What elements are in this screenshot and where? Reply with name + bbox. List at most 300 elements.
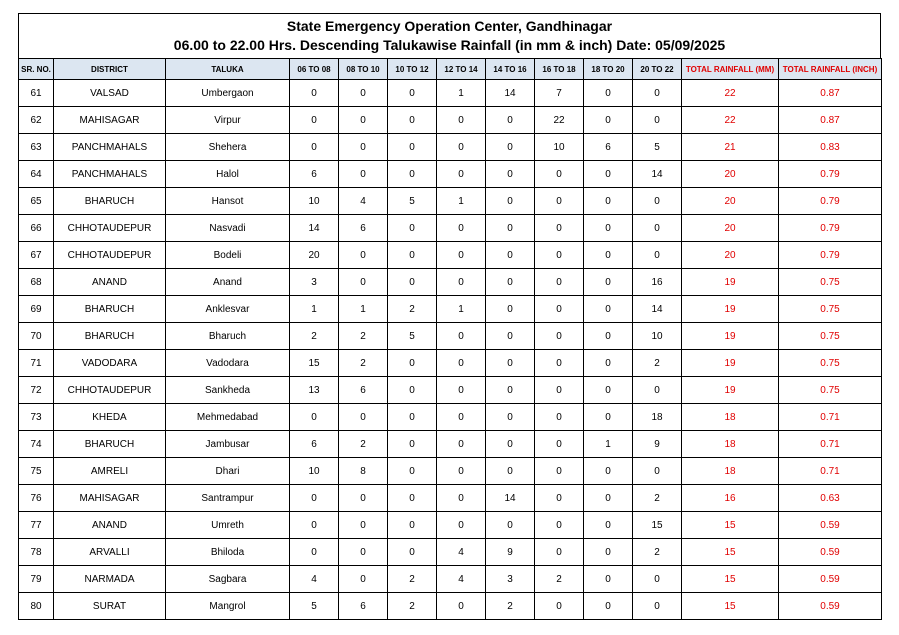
cell-total-inch: 0.75 — [779, 323, 882, 350]
header-08-to-10: 08 TO 10 — [339, 59, 388, 80]
cell-16-to-18: 0 — [535, 188, 584, 215]
cell-sr-no: 61 — [19, 80, 54, 107]
cell-sr-no: 71 — [19, 350, 54, 377]
cell-16-to-18: 10 — [535, 134, 584, 161]
cell-total-mm: 19 — [682, 269, 779, 296]
cell-taluka: Mangrol — [166, 593, 290, 620]
report-subtitle: 06.00 to 22.00 Hrs. Descending Talukawise Rainfall (in mm & inch) Date: 05/09/2025 — [173, 37, 726, 53]
cell-10-to-12: 0 — [388, 80, 437, 107]
cell-06-to-08: 10 — [290, 188, 339, 215]
cell-12-to-14: 1 — [437, 296, 486, 323]
cell-sr-no: 79 — [19, 566, 54, 593]
cell-sr-no: 74 — [19, 431, 54, 458]
cell-18-to-20: 0 — [584, 296, 633, 323]
cell-10-to-12: 0 — [388, 269, 437, 296]
table-row — [19, 458, 882, 485]
cell-16-to-18: 0 — [535, 242, 584, 269]
cell-district: BHARUCH — [54, 323, 166, 350]
cell-10-to-12: 0 — [388, 377, 437, 404]
cell-14-to-16: 14 — [486, 80, 535, 107]
cell-taluka: Nasvadi — [166, 215, 290, 242]
cell-16-to-18: 0 — [535, 404, 584, 431]
cell-district: CHHOTAUDEPUR — [54, 215, 166, 242]
cell-16-to-18: 0 — [535, 512, 584, 539]
cell-taluka: Shehera — [166, 134, 290, 161]
cell-16-to-18: 0 — [535, 350, 584, 377]
table-header-row — [19, 59, 882, 80]
cell-14-to-16: 0 — [486, 350, 535, 377]
cell-sr-no: 75 — [19, 458, 54, 485]
cell-total-mm: 16 — [682, 485, 779, 512]
cell-sr-no: 68 — [19, 269, 54, 296]
table-row — [19, 485, 882, 512]
cell-06-to-08: 6 — [290, 161, 339, 188]
cell-total-inch: 0.79 — [779, 188, 882, 215]
cell-18-to-20: 0 — [584, 350, 633, 377]
report-title: State Emergency Operation Center, Gandhinagar — [286, 18, 613, 34]
header-district: DISTRICT — [54, 59, 166, 80]
cell-08-to-10: 0 — [339, 512, 388, 539]
cell-taluka: Santrampur — [166, 485, 290, 512]
cell-12-to-14: 0 — [437, 350, 486, 377]
cell-total-mm: 15 — [682, 512, 779, 539]
cell-12-to-14: 0 — [437, 377, 486, 404]
cell-total-inch: 0.75 — [779, 296, 882, 323]
cell-taluka: Sankheda — [166, 377, 290, 404]
cell-total-mm: 15 — [682, 539, 779, 566]
cell-10-to-12: 5 — [388, 323, 437, 350]
cell-12-to-14: 0 — [437, 485, 486, 512]
cell-10-to-12: 0 — [388, 134, 437, 161]
cell-14-to-16: 0 — [486, 512, 535, 539]
cell-total-mm: 20 — [682, 242, 779, 269]
cell-sr-no: 62 — [19, 107, 54, 134]
cell-14-to-16: 3 — [486, 566, 535, 593]
cell-08-to-10: 2 — [339, 431, 388, 458]
cell-20-to-22: 0 — [633, 107, 682, 134]
cell-20-to-22: 2 — [633, 350, 682, 377]
cell-10-to-12: 5 — [388, 188, 437, 215]
cell-taluka: Hansot — [166, 188, 290, 215]
cell-06-to-08: 2 — [290, 323, 339, 350]
cell-14-to-16: 0 — [486, 323, 535, 350]
cell-total-inch: 0.71 — [779, 431, 882, 458]
cell-sr-no: 77 — [19, 512, 54, 539]
cell-12-to-14: 0 — [437, 512, 486, 539]
cell-20-to-22: 0 — [633, 377, 682, 404]
cell-total-mm: 15 — [682, 566, 779, 593]
cell-taluka: Dhari — [166, 458, 290, 485]
cell-district: SURAT — [54, 593, 166, 620]
cell-06-to-08: 0 — [290, 512, 339, 539]
cell-20-to-22: 14 — [633, 161, 682, 188]
table-row — [19, 404, 882, 431]
cell-18-to-20: 6 — [584, 134, 633, 161]
cell-18-to-20: 0 — [584, 188, 633, 215]
cell-10-to-12: 2 — [388, 593, 437, 620]
cell-08-to-10: 2 — [339, 350, 388, 377]
table-row — [19, 593, 882, 620]
table-row — [19, 431, 882, 458]
cell-district: MAHISAGAR — [54, 485, 166, 512]
cell-taluka: Jambusar — [166, 431, 290, 458]
cell-total-inch: 0.75 — [779, 350, 882, 377]
cell-total-inch: 0.75 — [779, 269, 882, 296]
cell-16-to-18: 2 — [535, 566, 584, 593]
cell-18-to-20: 0 — [584, 215, 633, 242]
table-row — [19, 296, 882, 323]
cell-06-to-08: 0 — [290, 539, 339, 566]
cell-total-mm: 19 — [682, 296, 779, 323]
cell-18-to-20: 0 — [584, 269, 633, 296]
cell-12-to-14: 4 — [437, 566, 486, 593]
cell-district: ANAND — [54, 512, 166, 539]
cell-20-to-22: 0 — [633, 242, 682, 269]
table-row — [19, 134, 882, 161]
cell-total-inch: 0.59 — [779, 512, 882, 539]
cell-08-to-10: 0 — [339, 134, 388, 161]
cell-total-inch: 0.87 — [779, 107, 882, 134]
cell-06-to-08: 0 — [290, 134, 339, 161]
cell-08-to-10: 8 — [339, 458, 388, 485]
cell-total-mm: 18 — [682, 431, 779, 458]
cell-14-to-16: 0 — [486, 296, 535, 323]
cell-18-to-20: 0 — [584, 323, 633, 350]
cell-16-to-18: 0 — [535, 269, 584, 296]
cell-18-to-20: 0 — [584, 512, 633, 539]
cell-16-to-18: 22 — [535, 107, 584, 134]
cell-16-to-18: 7 — [535, 80, 584, 107]
cell-total-inch: 0.71 — [779, 458, 882, 485]
cell-taluka: Anand — [166, 269, 290, 296]
cell-08-to-10: 0 — [339, 269, 388, 296]
table-row — [19, 539, 882, 566]
cell-district: BHARUCH — [54, 296, 166, 323]
cell-sr-no: 72 — [19, 377, 54, 404]
rainfall-table — [18, 58, 882, 620]
cell-16-to-18: 0 — [535, 296, 584, 323]
header-18-to-20: 18 TO 20 — [584, 59, 633, 80]
cell-12-to-14: 0 — [437, 323, 486, 350]
cell-18-to-20: 0 — [584, 404, 633, 431]
cell-10-to-12: 0 — [388, 107, 437, 134]
cell-06-to-08: 6 — [290, 431, 339, 458]
cell-taluka: Virpur — [166, 107, 290, 134]
cell-12-to-14: 0 — [437, 161, 486, 188]
cell-district: KHEDA — [54, 404, 166, 431]
cell-total-inch: 0.71 — [779, 404, 882, 431]
header-sr-no: SR. NO. — [19, 59, 54, 80]
cell-08-to-10: 0 — [339, 161, 388, 188]
cell-12-to-14: 0 — [437, 134, 486, 161]
cell-14-to-16: 0 — [486, 107, 535, 134]
cell-10-to-12: 0 — [388, 431, 437, 458]
cell-14-to-16: 0 — [486, 458, 535, 485]
cell-08-to-10: 1 — [339, 296, 388, 323]
cell-14-to-16: 0 — [486, 404, 535, 431]
cell-20-to-22: 0 — [633, 593, 682, 620]
table-row — [19, 80, 882, 107]
cell-sr-no: 73 — [19, 404, 54, 431]
cell-18-to-20: 0 — [584, 377, 633, 404]
cell-08-to-10: 0 — [339, 404, 388, 431]
table-row — [19, 350, 882, 377]
cell-12-to-14: 0 — [437, 269, 486, 296]
cell-20-to-22: 15 — [633, 512, 682, 539]
cell-16-to-18: 0 — [535, 458, 584, 485]
cell-18-to-20: 0 — [584, 539, 633, 566]
cell-total-inch: 0.59 — [779, 539, 882, 566]
cell-12-to-14: 0 — [437, 107, 486, 134]
table-row — [19, 512, 882, 539]
cell-20-to-22: 2 — [633, 485, 682, 512]
table-row — [19, 269, 882, 296]
cell-sr-no: 64 — [19, 161, 54, 188]
cell-12-to-14: 0 — [437, 458, 486, 485]
header-10-to-12: 10 TO 12 — [388, 59, 437, 80]
cell-total-inch: 0.79 — [779, 161, 882, 188]
cell-total-inch: 0.79 — [779, 215, 882, 242]
cell-14-to-16: 0 — [486, 377, 535, 404]
header-16-to-18: 16 TO 18 — [535, 59, 584, 80]
cell-16-to-18: 0 — [535, 377, 584, 404]
cell-taluka: Bharuch — [166, 323, 290, 350]
cell-18-to-20: 0 — [584, 242, 633, 269]
cell-district: PANCHMAHALS — [54, 134, 166, 161]
cell-18-to-20: 0 — [584, 485, 633, 512]
cell-total-inch: 0.59 — [779, 593, 882, 620]
cell-taluka: Umbergaon — [166, 80, 290, 107]
cell-district: MAHISAGAR — [54, 107, 166, 134]
cell-10-to-12: 0 — [388, 242, 437, 269]
cell-14-to-16: 0 — [486, 269, 535, 296]
header-taluka: TALUKA — [166, 59, 290, 80]
cell-total-mm: 21 — [682, 134, 779, 161]
cell-total-inch: 0.87 — [779, 80, 882, 107]
cell-total-inch: 0.83 — [779, 134, 882, 161]
cell-14-to-16: 0 — [486, 215, 535, 242]
report-title-block — [18, 13, 881, 58]
cell-total-mm: 18 — [682, 458, 779, 485]
cell-08-to-10: 6 — [339, 215, 388, 242]
cell-district: VALSAD — [54, 80, 166, 107]
cell-06-to-08: 0 — [290, 107, 339, 134]
cell-10-to-12: 0 — [388, 350, 437, 377]
cell-16-to-18: 0 — [535, 161, 584, 188]
cell-total-mm: 19 — [682, 377, 779, 404]
cell-taluka: Mehmedabad — [166, 404, 290, 431]
cell-14-to-16: 0 — [486, 134, 535, 161]
cell-12-to-14: 1 — [437, 188, 486, 215]
cell-total-mm: 22 — [682, 80, 779, 107]
cell-12-to-14: 0 — [437, 404, 486, 431]
cell-taluka: Vadodara — [166, 350, 290, 377]
cell-10-to-12: 0 — [388, 215, 437, 242]
table-row — [19, 107, 882, 134]
header-20-to-22: 20 TO 22 — [633, 59, 682, 80]
cell-sr-no: 63 — [19, 134, 54, 161]
cell-12-to-14: 4 — [437, 539, 486, 566]
cell-08-to-10: 0 — [339, 539, 388, 566]
cell-16-to-18: 0 — [535, 215, 584, 242]
cell-total-inch: 0.75 — [779, 377, 882, 404]
cell-total-mm: 20 — [682, 215, 779, 242]
cell-18-to-20: 1 — [584, 431, 633, 458]
cell-16-to-18: 0 — [535, 593, 584, 620]
cell-10-to-12: 0 — [388, 512, 437, 539]
header-14-to-16: 14 TO 16 — [486, 59, 535, 80]
cell-total-mm: 20 — [682, 161, 779, 188]
cell-district: BHARUCH — [54, 188, 166, 215]
cell-district: VADODARA — [54, 350, 166, 377]
header-total-mm: TOTAL RAINFALL (MM) — [682, 59, 779, 80]
cell-06-to-08: 3 — [290, 269, 339, 296]
cell-taluka: Anklesvar — [166, 296, 290, 323]
cell-sr-no: 80 — [19, 593, 54, 620]
header-total-inch: TOTAL RAINFALL (INCH) — [779, 59, 882, 80]
table-row — [19, 215, 882, 242]
cell-taluka: Halol — [166, 161, 290, 188]
cell-08-to-10: 6 — [339, 377, 388, 404]
cell-08-to-10: 6 — [339, 593, 388, 620]
cell-20-to-22: 2 — [633, 539, 682, 566]
cell-20-to-22: 5 — [633, 134, 682, 161]
cell-18-to-20: 0 — [584, 458, 633, 485]
cell-sr-no: 76 — [19, 485, 54, 512]
cell-total-inch: 0.59 — [779, 566, 882, 593]
cell-12-to-14: 0 — [437, 431, 486, 458]
cell-district: ANAND — [54, 269, 166, 296]
cell-20-to-22: 0 — [633, 80, 682, 107]
cell-12-to-14: 0 — [437, 215, 486, 242]
cell-20-to-22: 14 — [633, 296, 682, 323]
cell-10-to-12: 0 — [388, 161, 437, 188]
cell-06-to-08: 0 — [290, 485, 339, 512]
cell-10-to-12: 0 — [388, 539, 437, 566]
header-06-to-08: 06 TO 08 — [290, 59, 339, 80]
cell-06-to-08: 5 — [290, 593, 339, 620]
cell-district: NARMADA — [54, 566, 166, 593]
cell-total-mm: 19 — [682, 323, 779, 350]
cell-taluka: Bhiloda — [166, 539, 290, 566]
cell-total-mm: 19 — [682, 350, 779, 377]
cell-sr-no: 78 — [19, 539, 54, 566]
cell-20-to-22: 0 — [633, 458, 682, 485]
cell-taluka: Bodeli — [166, 242, 290, 269]
cell-10-to-12: 0 — [388, 458, 437, 485]
cell-06-to-08: 15 — [290, 350, 339, 377]
cell-20-to-22: 10 — [633, 323, 682, 350]
cell-16-to-18: 0 — [535, 323, 584, 350]
cell-14-to-16: 0 — [486, 188, 535, 215]
cell-14-to-16: 0 — [486, 242, 535, 269]
cell-total-mm: 22 — [682, 107, 779, 134]
table-row — [19, 188, 882, 215]
cell-sr-no: 69 — [19, 296, 54, 323]
cell-20-to-22: 18 — [633, 404, 682, 431]
cell-18-to-20: 0 — [584, 566, 633, 593]
cell-08-to-10: 2 — [339, 323, 388, 350]
cell-taluka: Umreth — [166, 512, 290, 539]
cell-18-to-20: 0 — [584, 161, 633, 188]
rainfall-report — [18, 13, 881, 620]
cell-16-to-18: 0 — [535, 539, 584, 566]
table-row — [19, 566, 882, 593]
cell-taluka: Sagbara — [166, 566, 290, 593]
cell-06-to-08: 20 — [290, 242, 339, 269]
cell-08-to-10: 0 — [339, 107, 388, 134]
cell-12-to-14: 0 — [437, 242, 486, 269]
cell-06-to-08: 4 — [290, 566, 339, 593]
table-row — [19, 242, 882, 269]
cell-06-to-08: 1 — [290, 296, 339, 323]
cell-06-to-08: 0 — [290, 404, 339, 431]
table-row — [19, 323, 882, 350]
table-row — [19, 161, 882, 188]
cell-district: CHHOTAUDEPUR — [54, 242, 166, 269]
cell-sr-no: 67 — [19, 242, 54, 269]
cell-08-to-10: 0 — [339, 566, 388, 593]
header-12-to-14: 12 TO 14 — [437, 59, 486, 80]
table-row — [19, 377, 882, 404]
cell-sr-no: 70 — [19, 323, 54, 350]
cell-06-to-08: 0 — [290, 80, 339, 107]
cell-district: ARVALLI — [54, 539, 166, 566]
cell-16-to-18: 0 — [535, 485, 584, 512]
cell-10-to-12: 0 — [388, 404, 437, 431]
cell-06-to-08: 14 — [290, 215, 339, 242]
cell-total-mm: 20 — [682, 188, 779, 215]
cell-total-inch: 0.79 — [779, 242, 882, 269]
cell-18-to-20: 0 — [584, 80, 633, 107]
cell-10-to-12: 0 — [388, 485, 437, 512]
cell-14-to-16: 9 — [486, 539, 535, 566]
cell-10-to-12: 2 — [388, 296, 437, 323]
cell-14-to-16: 14 — [486, 485, 535, 512]
cell-12-to-14: 0 — [437, 593, 486, 620]
cell-district: CHHOTAUDEPUR — [54, 377, 166, 404]
cell-total-mm: 15 — [682, 593, 779, 620]
cell-20-to-22: 0 — [633, 215, 682, 242]
cell-sr-no: 65 — [19, 188, 54, 215]
cell-20-to-22: 16 — [633, 269, 682, 296]
cell-08-to-10: 0 — [339, 80, 388, 107]
cell-12-to-14: 1 — [437, 80, 486, 107]
cell-total-mm: 18 — [682, 404, 779, 431]
cell-sr-no: 66 — [19, 215, 54, 242]
cell-08-to-10: 4 — [339, 188, 388, 215]
cell-08-to-10: 0 — [339, 485, 388, 512]
cell-20-to-22: 0 — [633, 188, 682, 215]
cell-06-to-08: 10 — [290, 458, 339, 485]
cell-06-to-08: 13 — [290, 377, 339, 404]
cell-14-to-16: 0 — [486, 431, 535, 458]
cell-district: PANCHMAHALS — [54, 161, 166, 188]
cell-18-to-20: 0 — [584, 593, 633, 620]
cell-08-to-10: 0 — [339, 242, 388, 269]
cell-18-to-20: 0 — [584, 107, 633, 134]
cell-10-to-12: 2 — [388, 566, 437, 593]
cell-district: AMRELI — [54, 458, 166, 485]
table-body — [19, 80, 882, 620]
cell-20-to-22: 0 — [633, 566, 682, 593]
cell-16-to-18: 0 — [535, 431, 584, 458]
cell-20-to-22: 9 — [633, 431, 682, 458]
cell-14-to-16: 0 — [486, 161, 535, 188]
cell-total-inch: 0.63 — [779, 485, 882, 512]
cell-district: BHARUCH — [54, 431, 166, 458]
cell-14-to-16: 2 — [486, 593, 535, 620]
